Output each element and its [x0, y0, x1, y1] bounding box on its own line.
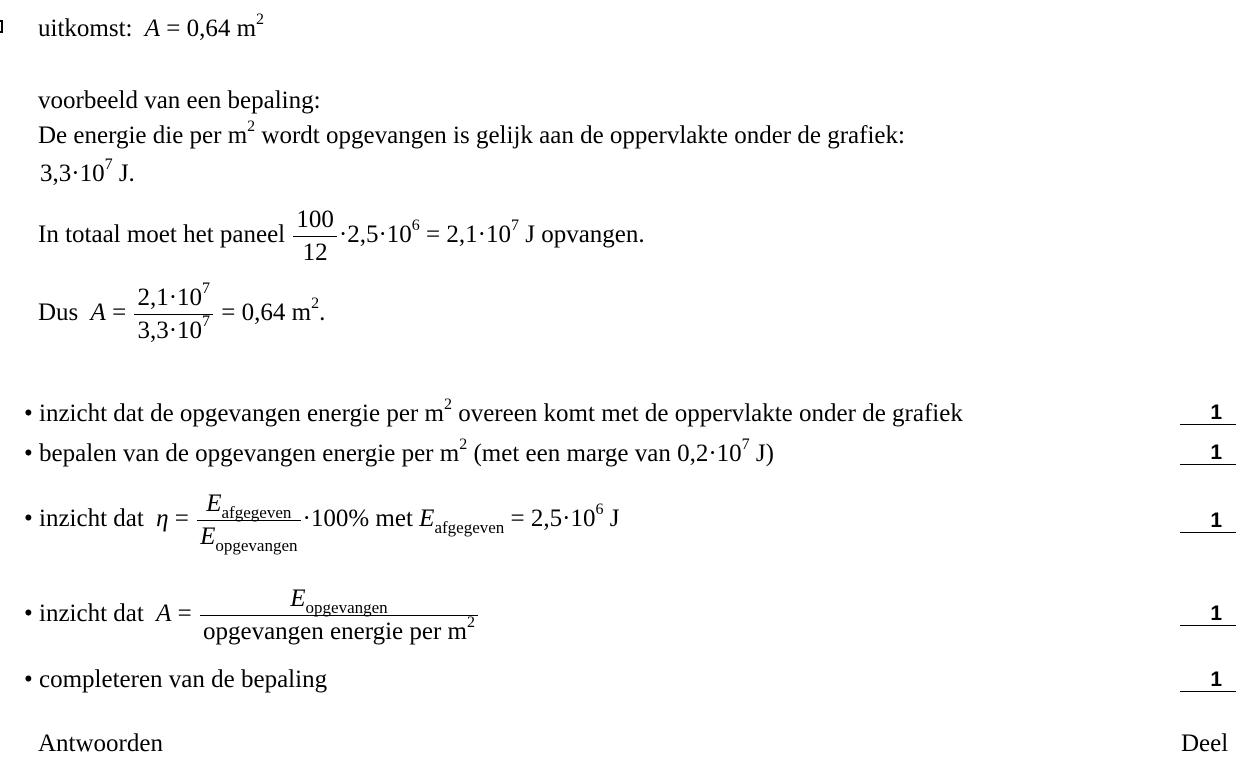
answer-line: uitkomst: A = 0,64 $m^2$ — [38, 11, 265, 42]
criterion-2: • bepalen van de opgevangen energie per $m^2$ (met een marge van $0,2\cdot 10^7$ J) — [24, 436, 774, 467]
fraction: $\frac{E_{opgevangen}}{opgevangen energie per m^2}$ — [200, 583, 478, 648]
score-4: 1 — [1180, 603, 1236, 626]
score-5: 1 — [1180, 669, 1236, 692]
footer-left: Antwoorden — [38, 730, 163, 757]
answer-label: uitkomst: — [38, 15, 133, 42]
score-3: 1 — [1180, 510, 1236, 533]
example-line-4: Dus A = $\frac{2,1\cdot 10^7}{3,3\cdot 10^7}$ = 0,64 $m^2$. — [38, 282, 325, 347]
fraction: $\frac{100}{12}$ — [293, 204, 337, 269]
example-heading: voorbeeld van een bepaling: — [38, 87, 321, 114]
score-2: 1 — [1180, 442, 1236, 465]
criterion-1: • inzicht dat de opgevangen energie per $m^2$ overeen komt met de oppervlakte onder de grafiek — [24, 396, 963, 427]
example-line-3: In totaal moet het paneel $\frac{100}{12}$ $\cdot 2,5\cdot 10^6 = 2,1\cdot 10^7$ J opvangen. — [38, 204, 645, 269]
criterion-5: • completeren van de bepaling — [24, 666, 328, 693]
example-line-2: $3,3\cdot 10^7$ J. — [40, 156, 135, 187]
checkbox-icon[interactable] — [0, 20, 3, 33]
fraction: $\frac{2,1\cdot 10^7}{3,3\cdot 10^7}$ — [134, 282, 213, 347]
fraction: $\frac{E_{afgegeven}}{E_{opgevangen}}$ — [197, 488, 300, 553]
score-1: 1 — [1180, 402, 1236, 425]
example-line-1: De energie die per $m^2$ wordt opgevangen is gelijk aan de oppervlakte onder de grafiek: — [38, 118, 905, 149]
criterion-3: • inzicht dat η = $\frac{E_{afgegeven}}{E_{opgevangen}}$ ·100% met $E_{afgegeven} = 2,5\cdot 10^6$ J — [24, 490, 620, 555]
footer-right: Deel — [1181, 730, 1229, 757]
criterion-4: • inzicht dat A = $\frac{E_{opgevangen}}{opgevangen energie per m^2}$ — [24, 583, 480, 648]
